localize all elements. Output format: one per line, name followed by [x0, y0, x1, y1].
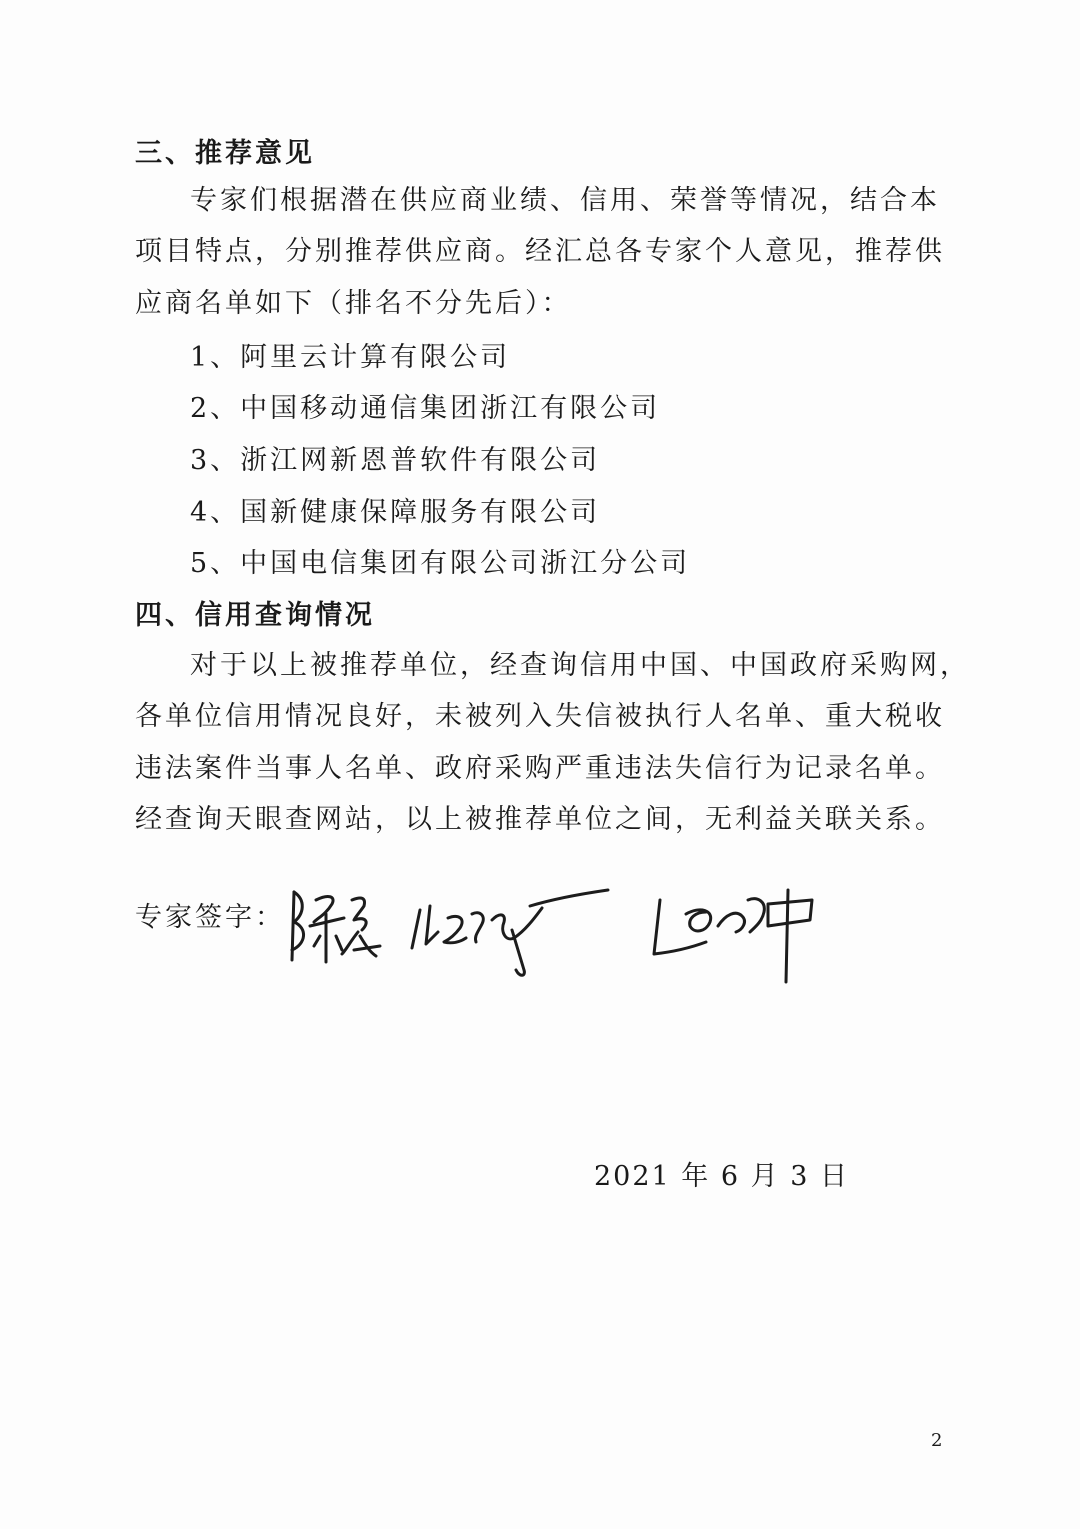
supplier-list-item: 5、中国电信集团有限公司浙江分公司 [190, 548, 691, 579]
signature-1 [292, 892, 380, 962]
document-date: 2021 年 6 月 3 日 [594, 1161, 849, 1192]
section-4-paragraph-line: 对于以上被推荐单位，经查询信用中国、中国政府采购网， [190, 650, 970, 681]
section-4-paragraph-line: 各单位信用情况良好，未被列入失信被执行人名单、重大税收 [135, 701, 945, 732]
section-4-paragraph-line: 经查询天眼查网站，以上被推荐单位之间，无利益关联关系。 [135, 804, 945, 835]
section-4-heading: 四、信用查询情况 [135, 600, 375, 631]
signature-3 [654, 890, 812, 982]
handwritten-signatures [280, 870, 840, 990]
section-3-paragraph-line: 专家们根据潜在供应商业绩、信用、荣誉等情况，结合本 [190, 185, 940, 216]
page-number: 2 [931, 1430, 943, 1451]
signature-2 [412, 890, 608, 975]
signature-label: 专家签字： [135, 902, 285, 933]
section-3-paragraph-line: 项目特点，分别推荐供应商。经汇总各专家个人意见，推荐供 [135, 236, 945, 267]
section-3-paragraph-line: 应商名单如下（排名不分先后）： [135, 288, 572, 319]
section-3-heading: 三、推荐意见 [135, 138, 315, 169]
supplier-list-item: 1、阿里云计算有限公司 [190, 342, 511, 373]
section-4-paragraph-line: 违法案件当事人名单、政府采购严重违法失信行为记录名单。 [135, 753, 945, 784]
supplier-list-item: 4、国新健康保障服务有限公司 [190, 497, 601, 528]
supplier-list-item: 2、中国移动通信集团浙江有限公司 [190, 393, 661, 424]
supplier-list-item: 3、浙江网新恩普软件有限公司 [190, 445, 601, 476]
